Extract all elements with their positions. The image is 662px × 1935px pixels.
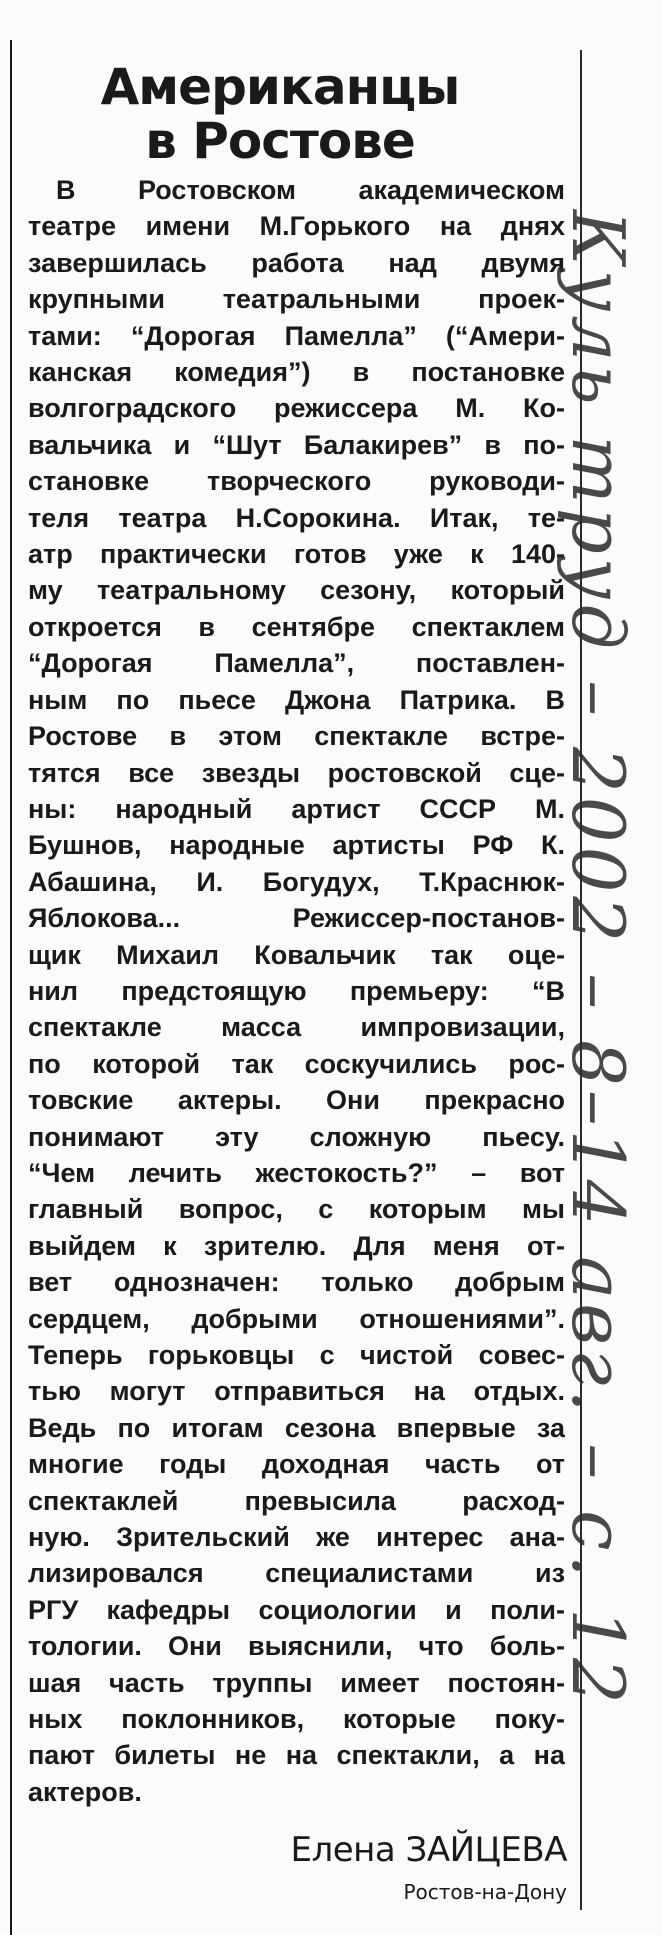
article-text-line: атр практически готов уже к 140- (28, 539, 565, 570)
article-text-line: театре имени М.Горького на днях (28, 211, 565, 242)
article-text-line: вет однозначен: только добрым (28, 1267, 565, 1298)
article-text-line: В Ростовском академическом (56, 175, 565, 205)
author-byline: Елена ЗАЙЦЕВА (290, 1830, 567, 1870)
article-text-line: шая часть труппы имеет постоян- (28, 1667, 565, 1698)
handwritten-source-note: Куль труд – 2002 – 8–14 авг. – с. 12 (556, 210, 640, 1708)
article-text-line: “Чем лечить жестокость?” – вот (28, 1157, 565, 1188)
article-text-line: Яблокова... Режиссер-постанов- (28, 903, 565, 934)
article-text-line: теля театра Н.Сорокина. Итак, те- (28, 502, 565, 533)
article-text-line: ным по пьесе Джона Патрика. В (28, 684, 565, 715)
article-body (28, 172, 565, 1810)
article-text-line: волгоградского режиссера М. Ко- (28, 393, 565, 424)
article-text-line: выйдем к зрителю. Для меня от- (28, 1230, 565, 1261)
article-text-line: завершилась работа над двумя (28, 247, 565, 278)
article-text-line: тятся все звезды ростовской сце- (28, 757, 565, 788)
article-text-line: спектаклей превысила расход- (28, 1485, 565, 1516)
headline-line-2: в Ростове (145, 112, 415, 170)
article-text-line: товские актеры. Они прекрасно (28, 1085, 565, 1116)
article-text-line: тами: “Дорогая Памелла” (“Амери- (28, 320, 565, 351)
article-text-line: Ростове в этом спектакле встре- (28, 721, 565, 752)
article-text-line: Ведь по итогам сезона впервые за (28, 1412, 565, 1443)
article-text-line: “Дорогая Памелла”, поставлен- (28, 648, 565, 679)
article-text-line: крупными театральными проек- (28, 284, 565, 315)
article-text-line: вальчика и “Шут Балакирев” в по- (28, 429, 565, 460)
article-text-line: главный вопрос, с которым мы (28, 1194, 565, 1225)
article-text-line: му театральному сезону, который (28, 575, 565, 606)
article-text-line: щик Михаил Ковальчик так оце- (28, 939, 565, 970)
article-text-line: канская комедия”) в постановке (28, 357, 565, 388)
article-text-line: Бушнов, народные артисты РФ К. (28, 830, 565, 861)
headline-line-1: Американцы (100, 58, 460, 116)
article-text-line: тологии. Они выяснили, что боль- (28, 1631, 565, 1662)
author-location: Ростов-на-Дону (403, 1880, 567, 1904)
article-text-line: ных поклонников, которые поку- (28, 1704, 565, 1735)
article-text-line: пают билеты не на спектакли, а на (28, 1740, 565, 1771)
article-text-line: ную. Зрительский же интерес ана- (28, 1522, 565, 1553)
article-text-line: тью могут отправиться на отдых. (28, 1376, 565, 1407)
clipping-left-rule (10, 40, 12, 1935)
article-text-line: становке творческого руководи- (28, 466, 565, 497)
article-text-line: Абашина, И. Богудух, Т.Краснюк- (28, 866, 565, 897)
article-text-line: откроется в сентябре спектаклем (28, 611, 565, 642)
article-text-line: нил предстоящую премьеру: “В (28, 975, 565, 1006)
article-text-line: спектакле масса импровизации, (28, 1012, 565, 1043)
article-text-line: ны: народный артист СССР М. (28, 793, 565, 824)
article-text-line: Теперь горьковцы с чистой совес- (28, 1340, 565, 1370)
article-text-line: актеров. (28, 1776, 142, 1807)
article-text-line: по которой так соскучились рос- (28, 1048, 565, 1079)
article-text-line: РГУ кафедры социологии и поли- (28, 1594, 565, 1625)
article-text-line: многие годы доходная часть от (28, 1449, 565, 1480)
article-text-line: лизировался специалистами из (28, 1558, 565, 1589)
article-text-line: сердцем, добрыми отношениями”. (28, 1303, 565, 1334)
article-text-line: понимают эту сложную пьесу. (28, 1121, 565, 1152)
